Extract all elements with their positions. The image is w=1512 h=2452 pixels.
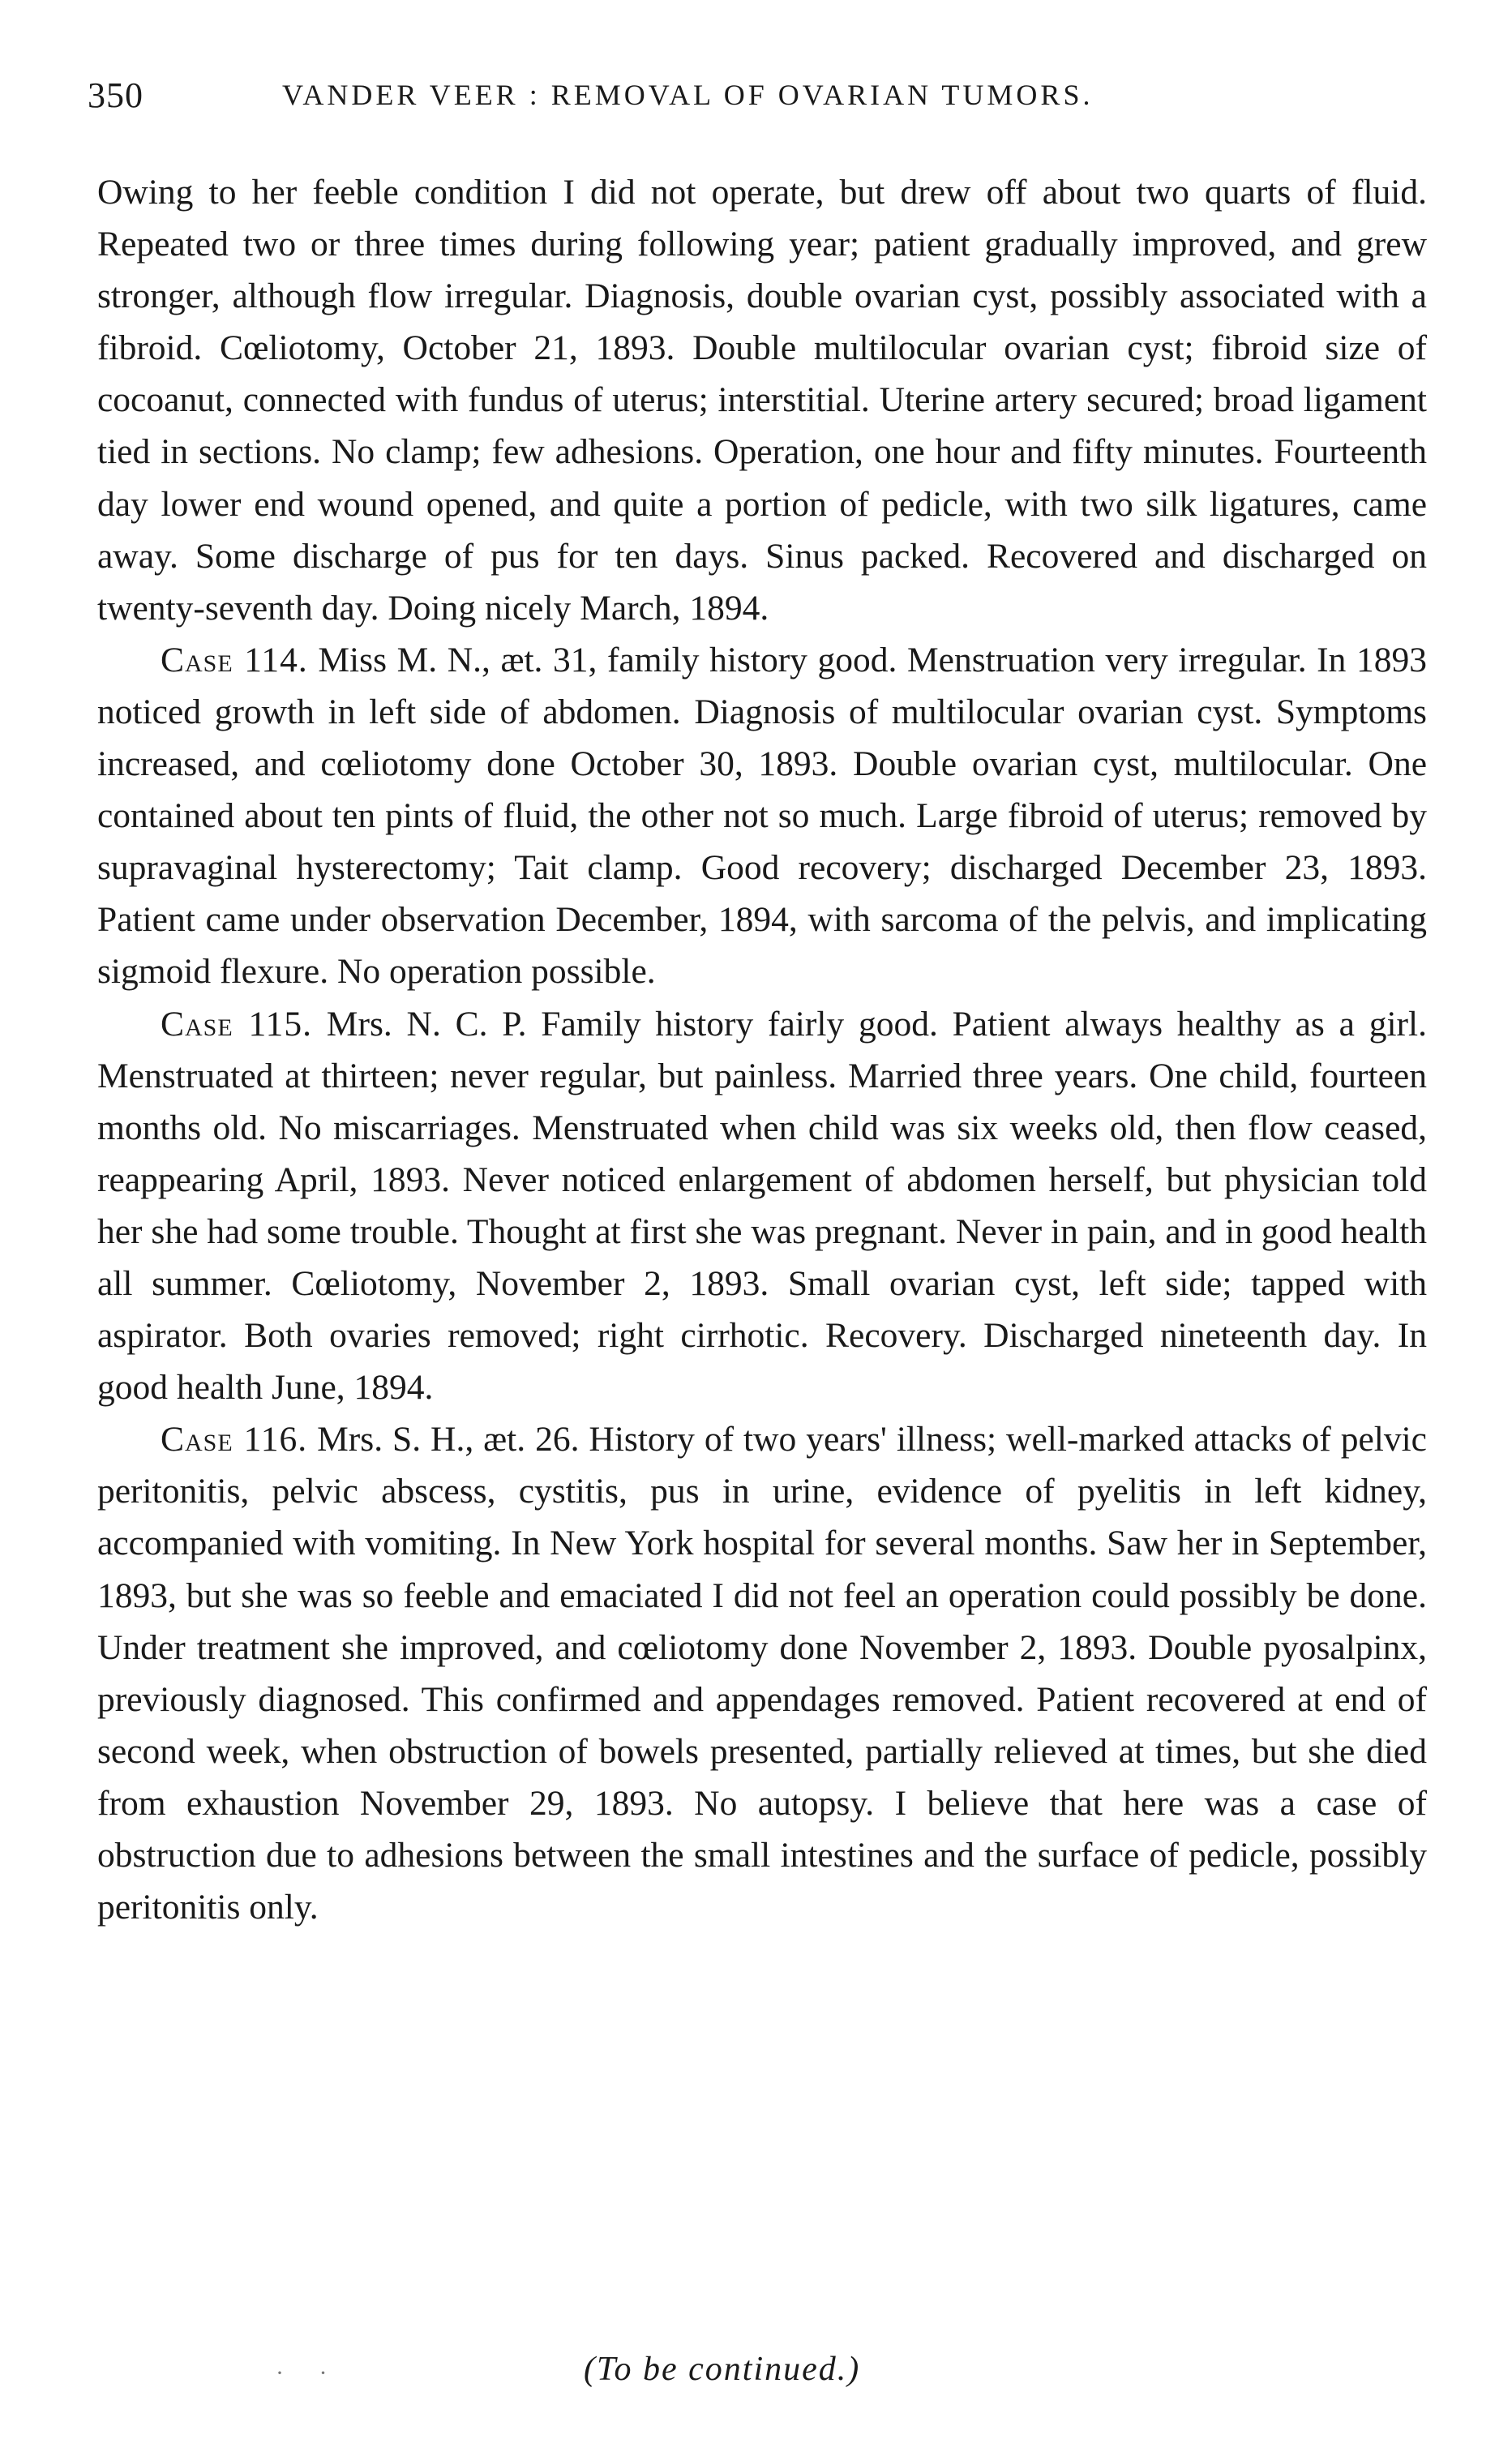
paragraph-case-116 [97,1413,1427,1933]
paragraph-case-114 [97,634,1427,998]
continued-note: (To be continued.) [584,2351,861,2388]
case-label: Case 115. [161,1004,312,1044]
paragraph-case-115 [97,998,1427,1414]
paragraph-text: Mrs. N. C. P. Family history fairly good. Patient always healthy as a girl. Menstruated at thirteen; never regular, but painless. Married three years. One child, fourteen months old. No miscarriages. Menstruated when child was six weeks old, then flow ceased, reappearing April, 1893. Never noticed enlargement of abdomen herself, but physician told her she had some trouble. Thought at first she was pregnant. Never in pain, and in good health all summer. Cœliotomy, November 2, 1893. Small ovarian cyst, left side; tapped with aspirator. Both ovaries removed; right cirrhotic. Recovery. Discharged nineteenth day. In good health June, 1894. [97,1004,1428,1408]
running-head [88,75,1433,123]
article-body [97,166,1427,1933]
case-label: Case 114. [161,640,308,679]
paragraph-case-113-continuation [97,166,1427,634]
case-label: Case 116. [161,1420,308,1460]
running-title: VANDER VEER : REMOVAL OF OVARIAN TUMORS. [282,79,1094,111]
paragraph-text: Owing to her feeble condition I did not operate, but drew off about two quarts of fluid. Repeated two or three times during following year; patient gradually improved, and grew stronger, although flow irregular. Diagnosis, double ovarian cyst, possibly associated with a fibroid. Cœliotomy, October 21, 1893. Double multilocular ovarian cyst; fibroid size of cocoanut, connected with fundus of uterus; interstitial. Uterine artery secured; broad ligament tied in sections. No clamp; few adhesions. Operation, one hour and fifty minutes. Fourteenth day lower end wound opened, and quite a portion of pedicle, with two silk ligatures, came away. Some discharge of pus for ten days. Sinus packed. Recovered and discharged on twenty-seventh day. Doing nicely March, 1894. [97,173,1427,628]
stray-print-marks: · · [276,2360,342,2386]
paragraph-text: Miss M. N., æt. 31, family history good. Menstruation very irregular. In 1893 noticed growth in left side of abdomen. Diagnosis of multilocular ovarian cyst. Symptoms increased, and cœliotomy done October 30, 1893. Double ovarian cyst, multilocular. One contained about ten pints of fluid, the other not so much. Large fibroid of uterus; removed by supravaginal hysterectomy; Tait clamp. Good recovery; discharged December 23, 1893. Patient came under observation December, 1894, with sarcoma of the pelvis, and implicating sigmoid flexure. No operation possible. [97,640,1428,992]
paragraph-text: Mrs. S. H., æt. 26. History of two years' illness; well-marked attacks of pelvic peritonitis, pelvic abscess, cystitis, pus in urine, evidence of pyelitis in left kidney, accompanied with vomiting. In New York hospital for several months. Saw her in September, 1893, but she was so feeble and emaciated I did not feel an operation could possibly be done. Under treatment she improved, and cœliotomy done November 2, 1893. Double pyosalpinx, previously diagnosed. This confirmed and appendages removed. Patient recovered at end of second week, when obstruction of bowels presented, partially relieved at times, but she died from exhaustion November 29, 1893. No autopsy. I believe that here was a case of obstruction due to adhesions between the small intestines and the surface of pedicle, possibly peritonitis only. [97,1420,1427,1927]
page-number: 350 [88,75,143,115]
